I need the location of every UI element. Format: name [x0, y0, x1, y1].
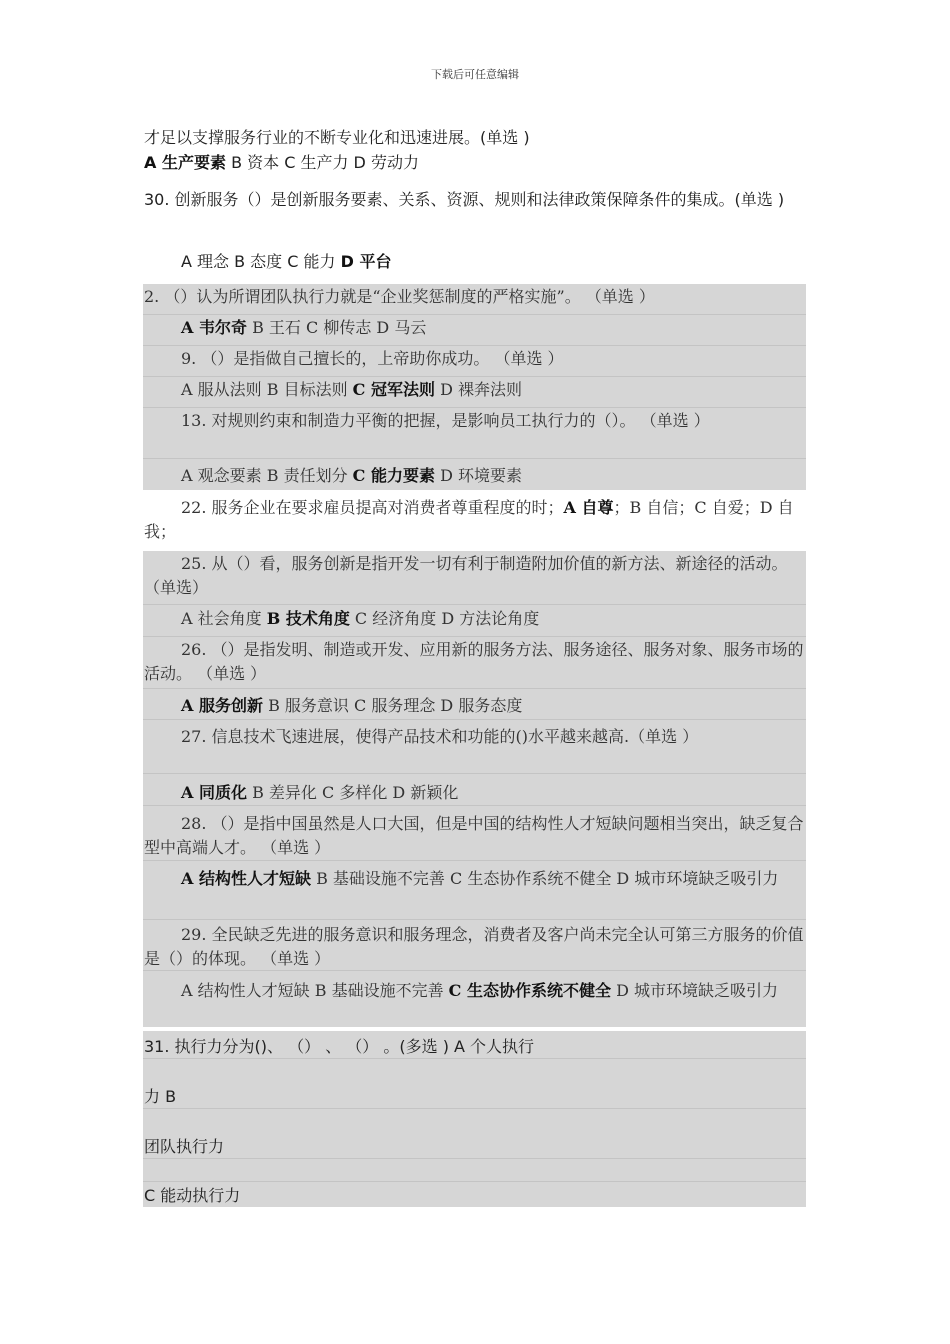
q9-options-post: D 裸奔法则 [434, 380, 522, 399]
row-separator [143, 919, 806, 920]
q13-question: 13. 对规则约束和制造力平衡的把握，是影响员工执行力的（）。 （单选 ） [181, 411, 710, 430]
q31-line3: 团队执行力 [144, 1137, 225, 1156]
q29-other-options: B 资本 C 生产力 D 劳动力 [231, 153, 419, 172]
q9-question: 9. （）是指做自己擅长的，上帝助你成功。 （单选 ） [181, 349, 564, 368]
row-separator [143, 688, 806, 689]
q30-options [181, 250, 801, 274]
q22-answer: A 自尊 [563, 498, 614, 517]
q27-other-options: B 差异化 C 多样化 D 新颖化 [247, 783, 459, 802]
q28-options [144, 867, 806, 891]
q28-answer: A 结构性人才短缺 [181, 869, 311, 888]
row-separator [143, 345, 806, 346]
q13-answer: C 能力要素 [352, 466, 435, 485]
row-separator [143, 458, 806, 459]
q30-other-options: A 理念 B 态度 C 能力 [181, 252, 341, 271]
q31-line2: 力 B [144, 1087, 177, 1106]
q29b-options [144, 979, 806, 1003]
row-separator [143, 376, 806, 377]
q28-question: 28. （）是指中国虽然是人口大国，但是中国的结构性人才短缺问题相当突出，缺乏复合型中高端人才。 （单选 ） [144, 814, 804, 857]
row-separator [143, 719, 806, 720]
q30-answer: D 平台 [340, 252, 392, 271]
row-separator [143, 1181, 806, 1182]
q25-options-pre: A 社会角度 [181, 609, 267, 628]
q22-question [144, 496, 806, 544]
row-separator [143, 860, 806, 861]
row-separator [143, 636, 806, 637]
q2-options [181, 316, 843, 340]
q31-line4: C 能动执行力 [144, 1186, 241, 1205]
q31-question: 31. 执行力分为()、 （） 、 （） 。(多选 ) A 个人执行 [144, 1037, 535, 1056]
q25-question: 25. 从（）看，服务创新是指开发一切有利于制造附加价值的新方法、新途径的活动。 （单选） [144, 554, 788, 597]
q27-answer: A 同质化 [181, 783, 247, 802]
q29-options [144, 151, 806, 175]
q2-answer: A 韦尔奇 [181, 318, 247, 337]
q27-options [181, 781, 843, 805]
row-separator [143, 604, 806, 605]
q27-question: 27. 信息技术飞速进展，使得产品技术和功能的()水平越来越高.（单选 ） [181, 727, 699, 746]
q13-options [181, 464, 843, 488]
q26-answer: A 服务创新 [181, 696, 263, 715]
q25-options [181, 607, 843, 631]
q13-options-post: D 环境要素 [434, 466, 522, 485]
q29b-answer: C 生态协作系统不健全 [448, 981, 611, 1000]
page-header: 下载后可任意编辑 [431, 68, 519, 81]
q30-question: 30. 创新服务（）是创新服务要素、关系、资源、规则和法律政策保障条件的集成。(单选 ) [144, 190, 785, 209]
q2-other-options: B 王石 C 柳传志 D 马云 [247, 318, 427, 337]
q25-options-post: C 经济角度 D 方法论角度 [349, 609, 540, 628]
q25-answer: B 技术角度 [266, 609, 350, 628]
row-separator [143, 407, 806, 408]
q29b-question: 29. 全民缺乏先进的服务意识和服务理念，消费者及客户尚未完全认可第三方服务的价值是（）的体现。 （单选 ） [144, 925, 804, 968]
q29b-options-pre: A 结构性人才短缺 B 基础设施不完善 [181, 981, 449, 1000]
q13-options-pre: A 观念要素 B 责任划分 [181, 466, 353, 485]
q29b-options-post: D 城市环境缺乏吸引力 [610, 981, 778, 1000]
row-separator [143, 314, 806, 315]
q9-answer: C 冠军法则 [352, 380, 435, 399]
q26-question: 26. （）是指发明、制造或开发、应用新的服务方法、服务途径、服务对象、服务市场的活动。 （单选 ） [144, 640, 804, 683]
q29-answer: A 生产要素 [144, 153, 226, 172]
q29-tail: 才足以支撑服务行业的不断专业化和迅速进展。(单选 ) [144, 128, 530, 147]
q9-options-pre: A 服从法则 B 目标法则 [181, 380, 353, 399]
row-separator [143, 773, 806, 774]
row-separator [143, 805, 806, 806]
q2-question: 2. （）认为所谓团队执行力就是“企业奖惩制度的严格实施”。 （单选 ） [144, 287, 655, 306]
q9-options [181, 378, 843, 402]
q26-options [181, 694, 843, 718]
q28-other-options: B 基础设施不完善 C 生态协作系统不健全 D 城市环境缺乏吸引力 [311, 869, 779, 888]
q26-other-options: B 服务意识 C 服务理念 D 服务态度 [263, 696, 523, 715]
q22-text: 22. 服务企业在要求雇员提高对消费者尊重程度的时； [181, 498, 564, 517]
q22-options: ；B 自信；C 自爱；D 自我； [144, 498, 794, 541]
